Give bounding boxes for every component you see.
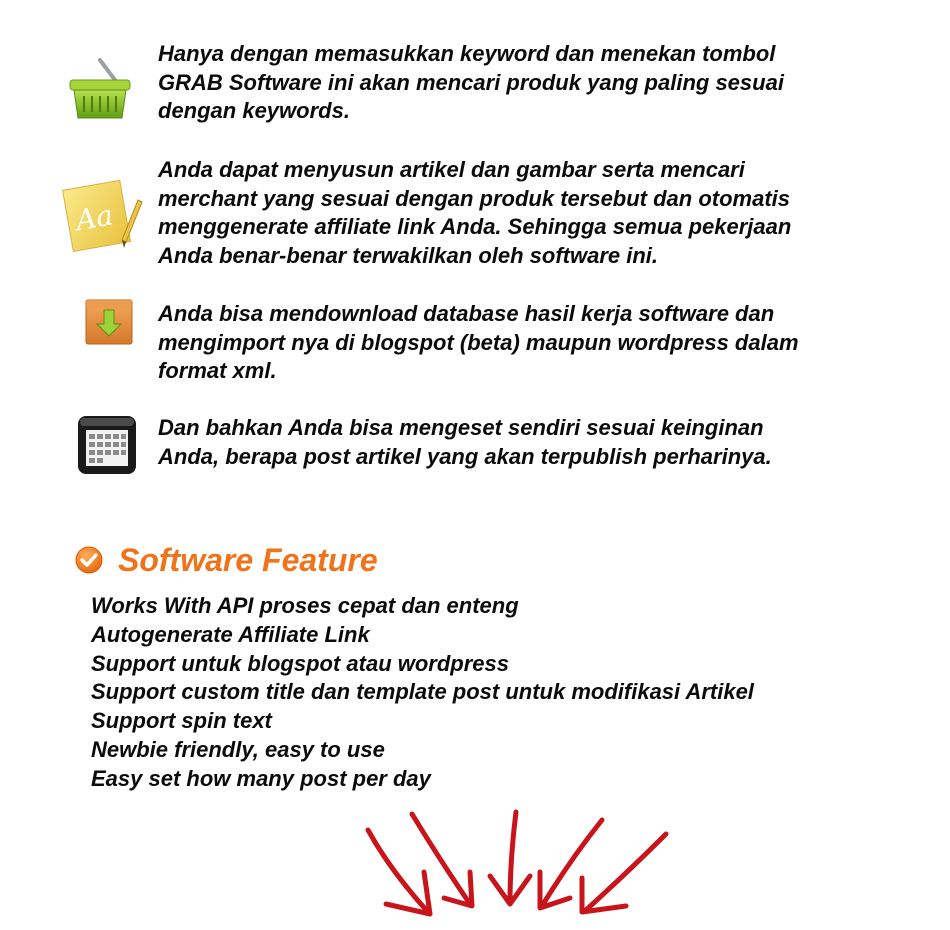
shopping-basket-icon [66, 56, 134, 125]
list-item: Support spin text [91, 708, 272, 734]
intro-item-text: Anda dapat menyusun artikel dan gambar serta mencari merchant yang sesuai dengan produk tersebut dan otomatis menggenerate affiliate link Anda. Sehingga semua pekerjaan Anda benar-benar terwakilkan oleh software ini. [158, 157, 792, 269]
red-hand-drawn-arrows-icon [350, 800, 690, 930]
svg-text:Aa: Aa [73, 198, 116, 238]
list-item: Newbie friendly, easy to use [91, 736, 385, 762]
intro-item-text: Hanya dengan memasukkan keyword dan menekan tombol GRAB Software ini akan mencari produk yang paling sesuai dengan keywords. [158, 41, 784, 124]
list-item: Autogenerate Affiliate Link [91, 621, 370, 647]
download-box-icon [84, 298, 136, 353]
orange-check-icon [74, 545, 104, 580]
software-feature-header [74, 540, 574, 580]
list-item: Support untuk blogspot atau wordpress [91, 650, 509, 676]
calendar-icon [76, 414, 138, 481]
list-item: Easy set how many post per day [91, 765, 431, 791]
intro-item-text: Dan bahkan Anda bisa mengeset sendiri sesuai keinginan Anda, berapa post artikel yang akan terpublish perharinya. [158, 415, 772, 469]
list-item: Works With API proses cepat dan enteng [91, 593, 519, 618]
intro-item-text: Anda bisa mendownload database hasil kerja software dan mengimport nya di blogspot (beta) maupun wordpress dalam format xml. [158, 301, 799, 384]
list-item: Support custom title dan template post untuk modifikasi Artikel [91, 679, 754, 705]
feature-list [91, 592, 754, 794]
font-document-icon [62, 178, 144, 259]
section-title: Software Feature [118, 542, 378, 578]
